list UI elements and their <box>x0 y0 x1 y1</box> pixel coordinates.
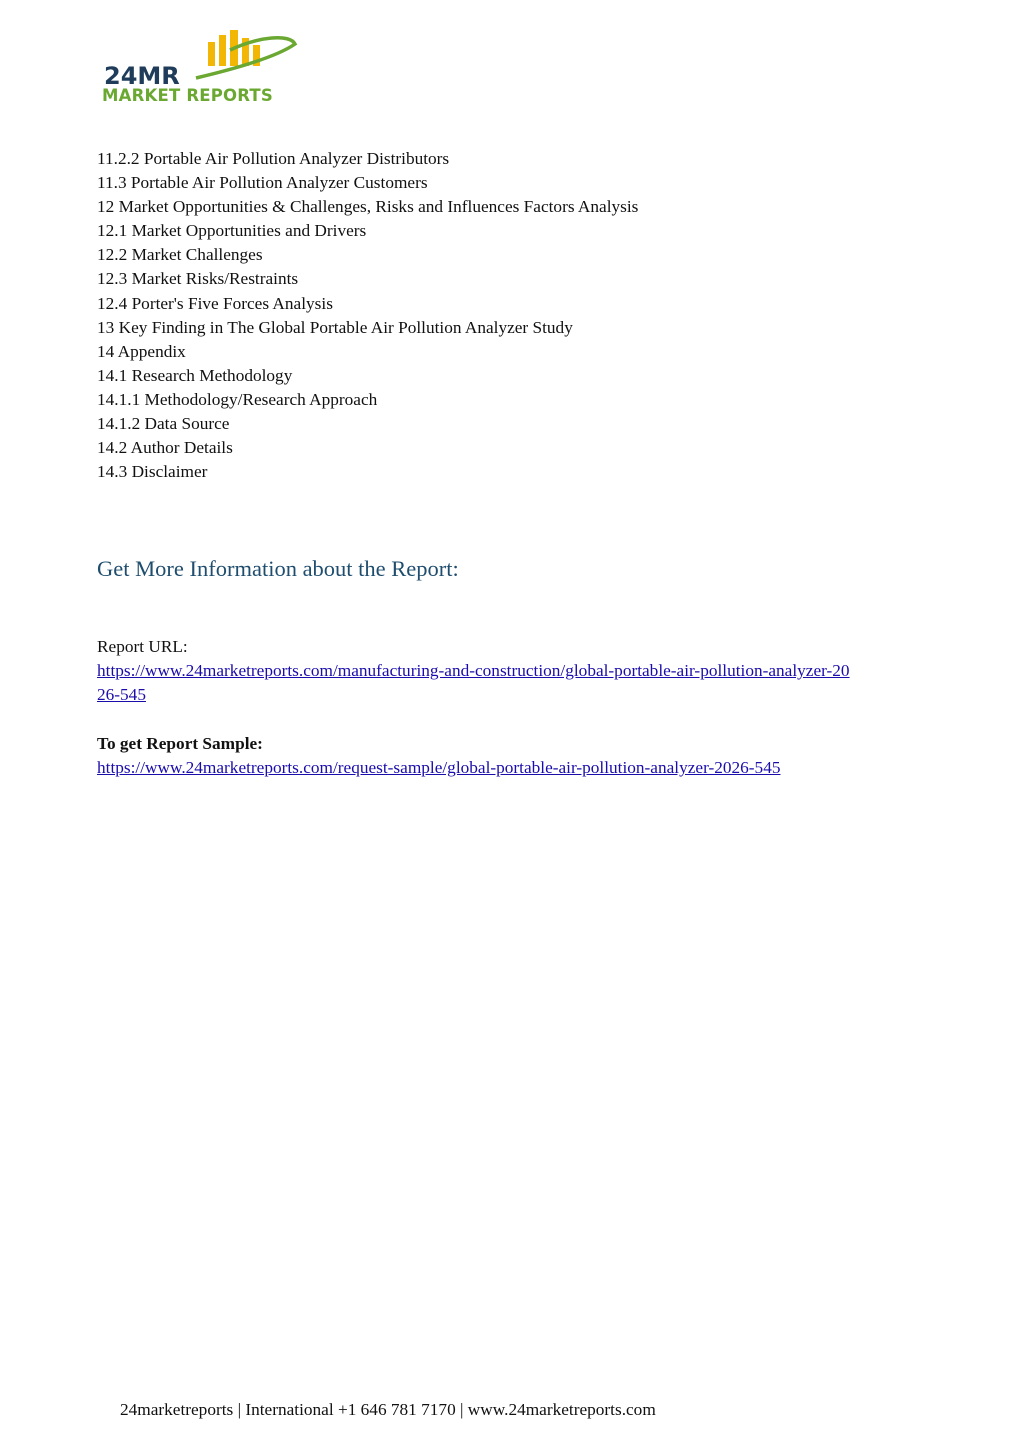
toc-item: 14 Appendix <box>97 341 186 361</box>
logo-bar-1 <box>208 42 215 66</box>
toc-item: 14.2 Author Details <box>97 438 233 458</box>
table-of-contents <box>97 147 638 484</box>
logo-text-market-reports: MARKET REPORTS <box>102 86 273 105</box>
toc-item: 14.3 Disclaimer <box>97 462 208 482</box>
toc-item: 14.1.2 Data Source <box>97 414 230 434</box>
page-footer: 24marketreports | International +1 646 781 7170 | www.24marketreports.com <box>120 1400 656 1419</box>
report-url-label: Report URL: <box>97 637 188 656</box>
logo-bar-2 <box>219 35 226 66</box>
toc-item: 12.4 Porter's Five Forces Analysis <box>97 293 333 313</box>
toc-item: 14.1.1 Methodology/Research Approach <box>97 389 378 409</box>
report-url-link-continued[interactable]: 26-545 <box>97 685 146 704</box>
toc-item: 12 Market Opportunities & Challenges, Risks and Influences Factors Analysis <box>97 197 639 217</box>
report-sample-link[interactable]: https://www.24marketreports.com/request-sample/global-portable-air-pollution-analyzer-2026-545 <box>97 758 781 777</box>
report-sample-label: To get Report Sample: <box>97 734 263 753</box>
logo-text-24mr: 24MR <box>104 62 180 90</box>
report-url-link[interactable]: https://www.24marketreports.com/manufacturing-and-construction/global-portable-air-pollution-analyzer-20 <box>97 661 850 680</box>
toc-item: 12.2 Market Challenges <box>97 245 263 265</box>
toc-item: 11.3 Portable Air Pollution Analyzer Customers <box>97 173 428 193</box>
toc-item: 13 Key Finding in The Global Portable Air Pollution Analyzer Study <box>97 317 573 337</box>
toc-item: 12.1 Market Opportunities and Drivers <box>97 221 367 241</box>
toc-item: 11.2.2 Portable Air Pollution Analyzer Distributors <box>97 149 450 168</box>
toc-item: 12.3 Market Risks/Restraints <box>97 269 299 289</box>
toc-item: 14.1 Research Methodology <box>97 365 293 385</box>
company-logo <box>100 28 305 108</box>
more-info-heading: Get More Information about the Report: <box>97 556 459 581</box>
